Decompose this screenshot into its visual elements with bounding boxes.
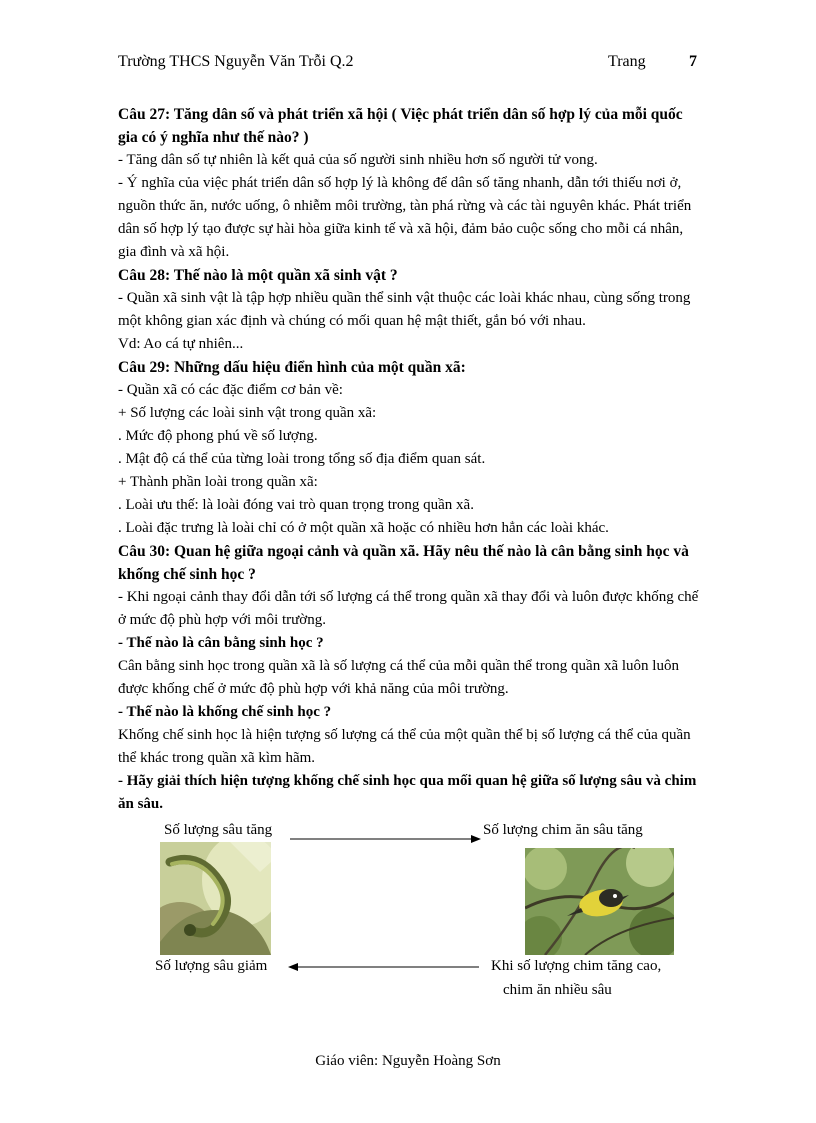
q29-line: . Mật độ cá thể của từng loài trong tổng số địa điểm quan sát. [118, 451, 486, 467]
header-school: Trường THCS Nguyễn Văn Trỗi Q.2 [118, 53, 354, 70]
arrow-left-icon [288, 963, 479, 971]
footer-teacher: Giáo viên: Nguyễn Hoàng Sơn [315, 1053, 501, 1069]
bird-photo [525, 848, 674, 955]
diagram-label-birds-eat: chim ăn nhiều sâu [503, 982, 612, 998]
diagram-label-birds-high: Khi số lượng chim tăng cao, [491, 958, 662, 974]
q29-title: Câu 29: Những dấu hiệu điển hình của một quần xã: [118, 359, 466, 376]
q30-subheading: - Thế nào là khống chế sinh học ? [118, 704, 332, 720]
caterpillar-photo [160, 842, 271, 955]
header-page-number: 7 [689, 53, 697, 70]
q27-title: Câu 27: Tăng dân số và phát triển xã hội ( Việc phát triển dân số hợp lý của mỗi quốc gia có ý nghĩa như thế nào? ) [118, 106, 683, 146]
q29-line: . Loài ưu thế: là loài đóng vai trò quan trọng trong quần xã. [118, 497, 474, 513]
arrow-right-icon [290, 835, 481, 843]
q28-title: Câu 28: Thế nào là một quần xã sinh vật ? [118, 267, 398, 284]
header-page-label: Trang [608, 53, 646, 70]
q27-paragraph: - Tăng dân số tự nhiên là kết quả của số người sinh nhiều hơn số người tử vong. [118, 152, 598, 168]
q30-paragraph: - Khi ngoại cảnh thay đổi dẫn tới số lượng cá thể trong quần xã thay đổi và luôn được khống chế ở mức độ phù hợp với môi trường. [118, 589, 699, 628]
diagram-label-caterpillars-increase: Số lượng sâu tăng [164, 822, 273, 838]
q28-paragraph: - Quần xã sinh vật là tập hợp nhiều quần thể sinh vật thuộc các loài khác nhau, cùng sống trong một không gian xác định và chúng có mối quan hệ mật thiết, gắn bó với nhau. [118, 290, 691, 329]
q29-line: . Loài đặc trưng là loài chỉ có ở một quần xã hoặc có nhiều hơn hẳn các loài khác. [118, 520, 609, 536]
q30-subheading: - Thế nào là cân bằng sinh học ? [118, 635, 324, 651]
q29-line: - Quần xã có các đặc điểm cơ bản về: [118, 382, 343, 398]
diagram-label-caterpillars-decrease: Số lượng sâu giảm [155, 958, 268, 974]
q29-line: + Thành phần loài trong quần xã: [118, 474, 318, 490]
q30-paragraph: Khống chế sinh học là hiện tượng số lượng cá thể của một quần thể bị số lượng cá thể của quần thể khác trong quần xã kìm hãm. [118, 727, 691, 766]
q30-title: Câu 30: Quan hệ giữa ngoại cảnh và quần xã. Hãy nêu thế nào là cân bằng sinh học và khống chế sinh học ? [118, 543, 689, 583]
q29-line: . Mức độ phong phú về số lượng. [118, 428, 318, 444]
q29-line: + Số lượng các loài sinh vật trong quần xã: [118, 405, 377, 421]
q27-paragraph: - Ý nghĩa của việc phát triển dân số hợp lý là không để dân số tăng nhanh, dẫn tới thiếu nơi ở, nguồn thức ăn, nước uống, ô nhiễm môi trường, tàn phá rừng và các tài nguyên khác. Phát triển dân số hợp lý tạo được sự hài hòa giữa kinh tế và xã hội, đảm bảo cuộc sống cho mỗi cá nhân, gia đình và xã hội. [118, 175, 692, 260]
diagram-label-birds-increase: Số lượng chim ăn sâu tăng [483, 822, 643, 838]
q30-paragraph: Cân bằng sinh học trong quần xã là số lượng cá thể của mỗi quần thể trong quần xã luôn luôn được khống chế ở mức độ phù hợp với khả năng của môi trường. [118, 658, 679, 697]
q28-example: Vd: Ao cá tự nhiên... [118, 336, 244, 352]
q30-subheading: - Hãy giải thích hiện tượng khống chế sinh học qua mối quan hệ giữa số lượng sâu và chim ăn sâu. [118, 773, 697, 812]
